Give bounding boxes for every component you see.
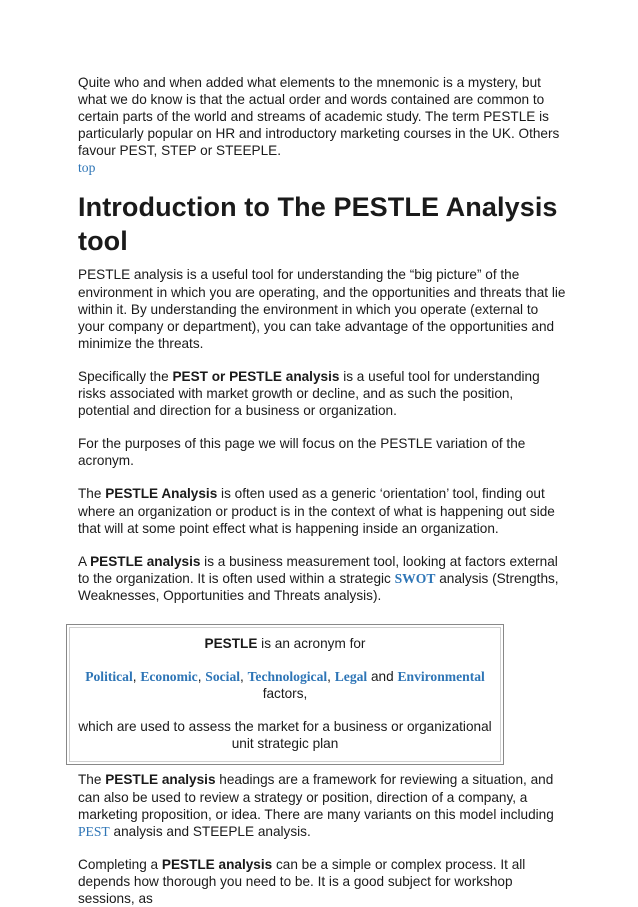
- paragraph-measurement: A PESTLE analysis is a business measurement tool, looking at factors external to the organization. It is often used within a strategic SWOT analysis (Strengths, Weaknesses, Opportunities and Threats analysis).: [78, 553, 559, 603]
- factor-political-link[interactable]: Political: [85, 669, 133, 685]
- paragraph-purposes: For the purposes of this page we will focus on the PESTLE variation of the acronym.: [78, 436, 526, 469]
- factor-environmental-link[interactable]: Environmental: [397, 669, 485, 685]
- paragraph-completing: Completing a PESTLE analysis can be a simple or complex process. It all depends how thorough you need to be. It is a good subject for workshop sessions, as: [78, 856, 526, 906]
- factor-social-link[interactable]: Social: [205, 669, 241, 685]
- callout-line-factors: Political, Economic, Social, Technological, Legal and Environmental factors,: [85, 669, 485, 702]
- factor-technological-link[interactable]: Technological: [247, 669, 328, 685]
- paragraph-specifically: Specifically the PEST or PESTLE analysis is a useful tool for understanding risks associated with market growth or decline, and as such the position, potential and direction for a business or organization.: [78, 368, 540, 419]
- paragraph-big-picture: PESTLE analysis is a useful tool for understanding the “big picture” of the environment in which you are operating, and the opportunities and threats that lie within it. By understanding the environment in which you operate (external to your company or department), you can take advantage of the opportunities and minimize the threats.: [78, 267, 566, 351]
- bold-term: PESTLE Analysis: [105, 486, 218, 502]
- bold-term: PESTLE analysis: [105, 772, 216, 788]
- intro-paragraph: Quite who and when added what elements to the mnemonic is a mystery, but what we do know is that the actual order and words contained are common to certain parts of the world and streams of academic study. The term PESTLE is particularly popular on HR and introductory marketing courses in the UK. Others favour PEST, STEP or STEEPLE.: [78, 75, 560, 159]
- pest-link[interactable]: PEST: [78, 823, 110, 839]
- top-link[interactable]: top: [78, 160, 96, 176]
- callout-line-acronym: PESTLE is an acronym for: [204, 635, 366, 651]
- callout-line-purpose: which are used to assess the market for a business or organizational unit strategic plan: [78, 719, 492, 752]
- bold-term: PEST or PESTLE analysis: [172, 368, 340, 384]
- paragraph-orientation: The PESTLE Analysis is often used as a generic ‘orientation’ tool, finding out where an organization or product is in the context of what is happening out side that will at some point effect what is happening inside an organization.: [78, 486, 555, 536]
- factor-legal-link[interactable]: Legal: [334, 669, 368, 685]
- factor-economic-link[interactable]: Economic: [140, 669, 198, 685]
- acronym-callout-box: [66, 624, 504, 765]
- swot-link[interactable]: SWOT: [394, 570, 436, 586]
- bold-term: PESTLE analysis: [90, 553, 201, 569]
- paragraph-framework: The PESTLE analysis headings are a framework for reviewing a situation, and can also be used to review a strategy or position, direction of a company, a marketing proposition, or idea. There are many variants on this model including PEST analysis and STEEPLE analysis.: [78, 772, 554, 839]
- bold-term: PESTLE analysis: [161, 856, 273, 872]
- section-heading: Introduction to The PESTLE Analysis tool: [78, 192, 558, 257]
- document-page: [78, 74, 568, 907]
